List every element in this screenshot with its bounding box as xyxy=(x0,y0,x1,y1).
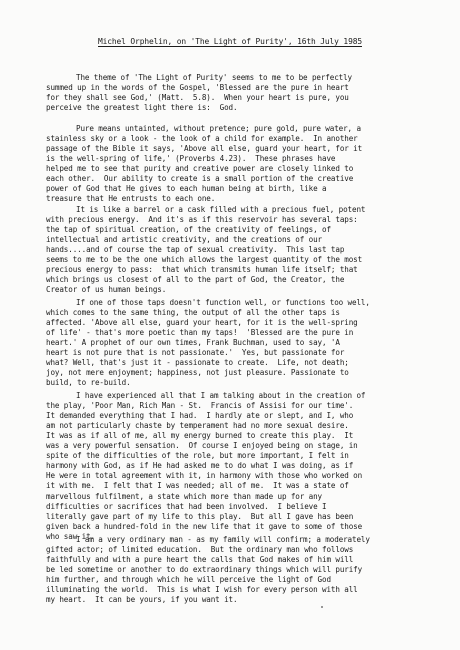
text-line: marvellous fulfilment, a state which more than made up for any xyxy=(46,491,323,501)
text-line: seems to me to be the one which allows the largest quantity of the most xyxy=(46,255,363,265)
text-line: The theme of 'The Light of Purity' seems to me to be perfectly xyxy=(76,73,353,82)
text-line: it with me. I felt that I was needed; all of me. It was a state of xyxy=(46,481,349,491)
text-line: It demanded everything that I had. I hardly ate or slept, and I, who xyxy=(46,411,354,421)
scan-speck xyxy=(321,606,323,608)
text-line: heart.' A prophet of our own times, Frank Buchman, used to say, 'A xyxy=(46,338,340,348)
text-line: illuminating the world. This is what I wish for every person with all xyxy=(46,585,358,595)
text-line: difficulties or sacrifices that had been involved. I believe I xyxy=(46,501,327,511)
text-line: each other. Our ability to create is a small portion of the creative xyxy=(46,174,354,184)
text-line: I have experienced all that I am talking about in the creation of xyxy=(76,391,366,400)
text-line: perceive the greatest light there is: God. xyxy=(46,103,238,113)
text-line: for they shall see God,' (Matt. 5.8). When your heart is pure, you xyxy=(46,93,349,103)
text-line: precious energy to pass: that which transmits human life itself; that xyxy=(46,265,358,275)
text-line: hands....and of course the tap of sexual creativity. This last tap xyxy=(46,245,345,255)
text-line: helped me to see that purity and creative power are closely linked to xyxy=(46,164,354,174)
text-line: the tap of spiritual creation, of the creativity of feelings, of xyxy=(46,225,331,235)
text-line: which comes to the same thing, the output of all the other taps is xyxy=(46,308,340,318)
text-line: am not particularly chaste by temperament had no more sexual desire. xyxy=(46,421,349,431)
text-line: given back a hundred-fold in the new life that it gave to some of those xyxy=(46,521,363,531)
text-line: with precious energy. And it's as if this reservoir has several taps: xyxy=(46,215,358,225)
text-line: spite of the difficulties of the role, but more important, I felt in xyxy=(46,451,349,461)
text-line: which brings us closest of all to the part of God, the Creator, the xyxy=(46,275,345,285)
text-line: my heart. It can be yours, if you want it. xyxy=(46,595,238,605)
text-line: intellectual and artistic creativity, and the creations of our xyxy=(46,235,323,245)
text-line: affected. 'Above all else, guard your heart, for it is the well-spring xyxy=(46,318,358,328)
text-line: joy, not mere enjoyment; happiness, not just pleasure. Passionate to xyxy=(46,368,349,378)
text-line: passage of the Bible it says, 'Above all else, guard your heart, for it xyxy=(46,144,363,154)
text-line: heart is not pure that is not passionate.' Yes, but passionate for xyxy=(46,348,345,358)
text-line: If one of those taps doesn't function well, or functions too well, xyxy=(76,298,370,307)
text-line: faithfully and with a pure heart the calls that God makes of him will xyxy=(46,555,354,565)
text-line: power of God that He gives to each human being at birth, like a xyxy=(46,184,327,194)
text-line: Pure means untainted, without pretence; pure gold, pure water, a xyxy=(76,124,361,133)
text-line: build, to re-build. xyxy=(46,378,131,388)
text-line: literally gave part of my life to this play. But all I gave has been xyxy=(46,511,354,521)
document-title: Michel Orphelin, on 'The Light of Purity', 16th July 1985 xyxy=(98,37,362,46)
text-line: who saw it. xyxy=(46,531,95,541)
text-line: stainless sky or a look - the look of a child for example. In another xyxy=(46,134,358,144)
text-line: is the well-spring of life,' (Proverbs 4.23). These phrases have xyxy=(46,154,336,164)
text-line: Creator of us human beings. xyxy=(46,285,167,295)
text-line: be led sometime or another to do extraordinary things which will purify xyxy=(46,565,363,575)
text-line: the play, 'Poor Man, Rich Man - St. Francis of Assisi for our time'. xyxy=(46,401,354,411)
text-line: gifted actor; of limited education. But the ordinary man who follows xyxy=(46,545,354,555)
text-line: what? Well, that's just it - passionate to create. Life, not death; xyxy=(46,358,349,368)
text-line: It was as if all of me, all my energy burned to create this play. It xyxy=(46,431,354,441)
text-line: summed up in the words of the Gospel, 'Blessed are the pure in heart xyxy=(46,83,349,93)
text-line: treasure that He entrusts to each one. xyxy=(46,194,216,204)
text-line: I am a very ordinary man - as my family will confirm; a moderately xyxy=(76,535,370,544)
text-line: harmony with God, as if He had asked me to do what I was doing, as if xyxy=(46,461,354,471)
text-line: It is like a barrel or a cask filled with a precious fuel, potent xyxy=(76,205,366,214)
text-line: of life' - that's more poetic than my taps! 'Blessed are the pure in xyxy=(46,328,354,338)
text-line: was a very powerful sensation. Of course I enjoyed being on stage, in xyxy=(46,441,358,451)
text-line: him further, and through which he will perceive the light of God xyxy=(46,575,331,585)
text-line: He were in total agreement with it, in harmony with those who worked on xyxy=(46,471,363,481)
